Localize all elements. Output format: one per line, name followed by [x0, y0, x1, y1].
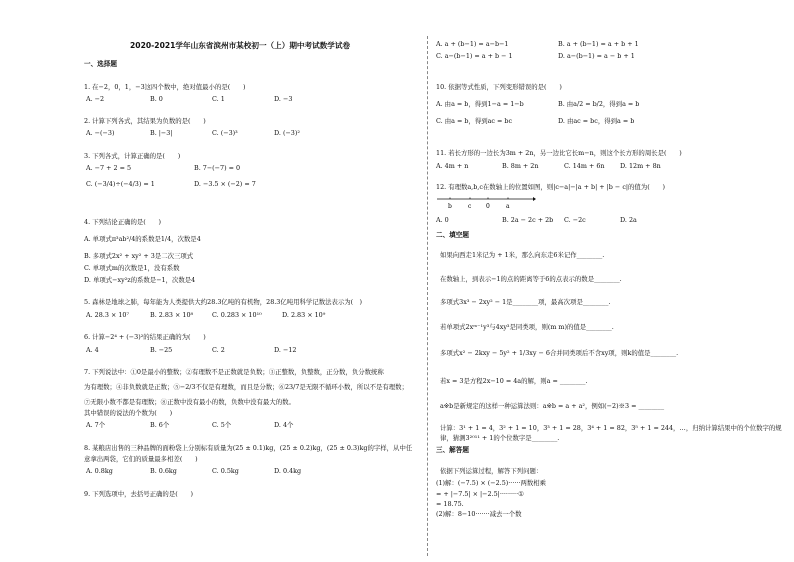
- q1-opt-a: A. −2: [86, 95, 105, 103]
- q12-opt-b: B. 2a − 2c + 2b: [502, 216, 554, 224]
- q8-opt-c: C. 0.5kg: [212, 467, 239, 475]
- q7-opt-c: C. 5个: [212, 421, 232, 429]
- number-line-arrow-icon: [533, 197, 536, 201]
- number-line-svg: [436, 195, 536, 211]
- fill-7: a※b是新规定的这样一种运算法则：a※b = a + a²，例如(−2)※3 = ________: [440, 402, 665, 410]
- fill-5: 多项式x² − 2kxy − 5y² + 1/3xy − 6合并同类项后不含xy项，则k的值是________.: [440, 349, 679, 357]
- q6-opt-c: C. 2: [212, 346, 225, 354]
- fill-8-line-1: 计算：3¹ + 1 = 4，3² + 1 = 10，3³ + 1 = 28，3⁴ + 1 = 82，3⁵ + 1 = 244，…，归纳计算结果中的个位数字的规: [440, 424, 782, 432]
- label-c: c: [468, 203, 472, 210]
- q12-stem: 12. 有理数a,b,c在数轴上的位置如图，则|c−a|−|a + b| + |b − c|的值为( ): [436, 183, 665, 191]
- q5-stem: 5. 森林是地球之肺，每年能为人类提供大约28.3亿吨的有机物，28.3亿吨用科学记数法表示为( ): [84, 298, 363, 306]
- q9-opt-c: C. a−(b−1) = a + b − 1: [436, 52, 513, 60]
- q10-opt-a: A. 由a = b，得到1−a = 1−b: [436, 100, 524, 108]
- q4-opt-a: A. 单项式π³ab²/4的系数是1/4，次数是4: [84, 235, 201, 243]
- q12-opt-c: C. −2c: [564, 216, 586, 224]
- q10-stem: 10. 依据等式性质，下列变形错误的是( ): [436, 83, 562, 91]
- q7-line-2: 为有理数；④非负数就是正数；⑤−2/3不仅是有理数，而且是分数；⑥23/7是无限不循环小数，所以不是有理数；: [84, 383, 408, 391]
- fill-2: 在数轴上，到表示−1的点的距离等于6的点表示的数是________.: [440, 275, 622, 283]
- q2-opt-d: D. (−3)²: [274, 129, 300, 137]
- right-column: [436, 0, 782, 562]
- q10-opt-b: B. 由a/2 = b/2，得到a = b: [558, 100, 640, 108]
- q11-opt-b: B. 8m + 2n: [502, 162, 539, 170]
- q2-opt-c: C. (−3)³: [212, 129, 238, 137]
- q4-stem: 4. 下列结论正确的是( ): [84, 218, 162, 226]
- label-a: a: [506, 203, 510, 210]
- section-choice: 一、选择题: [84, 60, 117, 68]
- q9-stem: 9. 下列选项中，去括号正确的是( ): [84, 490, 193, 498]
- label-b: b: [448, 203, 452, 210]
- fill-6: 若x = 3是方程2x−10 = 4a的解，则a = ________.: [440, 377, 588, 385]
- q10-opt-c: C. 由a = b，得到ac = bc: [436, 117, 513, 125]
- q6-opt-d: D. −12: [274, 346, 297, 354]
- q6-opt-a: A. 4: [86, 346, 99, 354]
- q12-opt-a: A. 0: [436, 216, 449, 224]
- q2-opt-b: B. |−3|: [150, 129, 173, 137]
- q5-opt-c: C. 0.283 × 10¹⁰: [212, 311, 262, 319]
- q9-opt-a: A. a + (b−1) = a−b−1: [436, 40, 509, 48]
- q4-opt-d: D. 单项式−xy²z的系数是−1，次数是4: [84, 276, 196, 284]
- left-column: [84, 0, 418, 562]
- q1-opt-d: D. −3: [274, 95, 293, 103]
- label-0: 0: [486, 203, 490, 210]
- q4-opt-b: B. 多项式2x² + xy² + 3是二次三项式: [84, 252, 194, 260]
- q9-opt-b: B. a + (b−1) = a + b + 1: [558, 40, 639, 48]
- q3-opt-a: A. −7 + 2 = 5: [86, 164, 132, 172]
- q3-opt-c: C. (−3/4)÷(−4/3) = 1: [86, 180, 155, 188]
- q8-opt-a: A. 0.8kg: [86, 467, 113, 475]
- q12-opt-d: D. 2a: [620, 216, 637, 224]
- q5-opt-a: A. 28.3 × 10⁷: [86, 311, 130, 319]
- q8-opt-b: B. 0.6kg: [150, 467, 177, 475]
- section-answer: 三、解答题: [436, 446, 469, 454]
- q7-line-1: 7. 下列说法中：①0是最小的整数；②有理数不是正数就是负数；③正整数，负整数，正分数，负分数统称: [84, 368, 384, 376]
- q8-line-2: 意拿出两袋，它们的质量最多相差( ): [84, 455, 198, 463]
- answer-line-5: (2)解：8−10·······减去一个数: [436, 510, 522, 518]
- q7-opt-d: D. 4个: [274, 421, 294, 429]
- q1-opt-c: C. 1: [212, 95, 225, 103]
- q1-opt-b: B. 0: [150, 95, 163, 103]
- q7-opt-a: A. 7个: [86, 421, 106, 429]
- q1-stem: 1. 在−2，0，1，−3这四个数中，绝对值最小的是( ): [84, 83, 246, 91]
- q11-stem: 11. 若长方形的一边长为3m + 2n，另一边比它长m−n，则这个长方形的周长是( ): [436, 149, 682, 157]
- q6-stem: 6. 计算−2⁴ + (−3)²的结果正确的为( ): [84, 333, 206, 341]
- q2-stem: 2. 计算下列各式，其结果为负数的是( ): [84, 117, 206, 125]
- answer-line-3: = + |−7.5| × |−2.5|·········①: [436, 490, 524, 498]
- fill-1: 如果向西走1米记为 + 1米，那么向东走6米记作________.: [440, 251, 605, 259]
- q5-opt-d: D. 2.83 × 10⁹: [282, 311, 326, 319]
- section-fill: 二、填空题: [436, 231, 469, 239]
- q6-opt-b: B. −25: [150, 346, 173, 354]
- fill-8-line-2: 律，猜测3²⁰¹¹ + 1的个位数字是________.: [440, 434, 560, 442]
- q11-opt-a: A. 4m + n: [436, 162, 469, 170]
- q7-line-3: ⑦无限小数不都是有理数；⑧正数中没有最小的数，负数中没有最大的数。: [84, 398, 295, 406]
- fill-3: 多项式3x³ − 2xy² − 1是________项，最高次项是________.: [440, 298, 611, 306]
- q11-opt-d: D. 12m + 8n: [620, 162, 661, 170]
- q8-opt-d: D. 0.4kg: [274, 467, 302, 475]
- answer-line-4: = 18.75.: [436, 500, 464, 508]
- q7-line-4: 其中错误的说法的个数为( ): [84, 409, 173, 417]
- exam-title: 2020-2021学年山东省滨州市某校初一（上）期中考试数学试卷: [130, 41, 351, 50]
- q3-opt-d: D. −3.5 × (−2) = 7: [194, 180, 256, 188]
- q4-opt-c: C. 单项式m的次数是1，没有系数: [84, 264, 180, 272]
- q10-opt-d: D. 由ac = bc，得到a = b: [558, 117, 635, 125]
- q3-opt-b: B. 7−(−7) = 0: [194, 164, 241, 172]
- q2-opt-a: A. −(−3): [86, 129, 115, 137]
- q5-opt-b: B. 2.83 × 10⁸: [150, 311, 194, 319]
- q9-opt-d: D. a−(b−1) = a − b + 1: [558, 52, 635, 60]
- column-divider: [427, 36, 428, 556]
- q8-line-1: 8. 某粮店出售的三种品牌的面粉袋上分别标有质量为(25 ± 0.1)kg，(25 ± 0.2)kg，(25 ± 0.3)kg的字样，从中任: [84, 444, 413, 452]
- answer-line-1: 依据下列运算过程，解答下列问题：: [440, 467, 543, 475]
- q7-opt-b: B. 6个: [150, 421, 170, 429]
- q11-opt-c: C. 14m + 6n: [564, 162, 605, 170]
- fill-4: 若单项式2xᵐ⁻¹y³与4xy³是同类项，则(m m)的值是________.: [440, 323, 614, 331]
- number-line-figure: [436, 195, 536, 211]
- q3-stem: 3. 下列各式，计算正确的是( ): [84, 152, 181, 160]
- answer-line-2: (1)解：(−7.5) × (−2.5)······两数相乘: [436, 479, 547, 487]
